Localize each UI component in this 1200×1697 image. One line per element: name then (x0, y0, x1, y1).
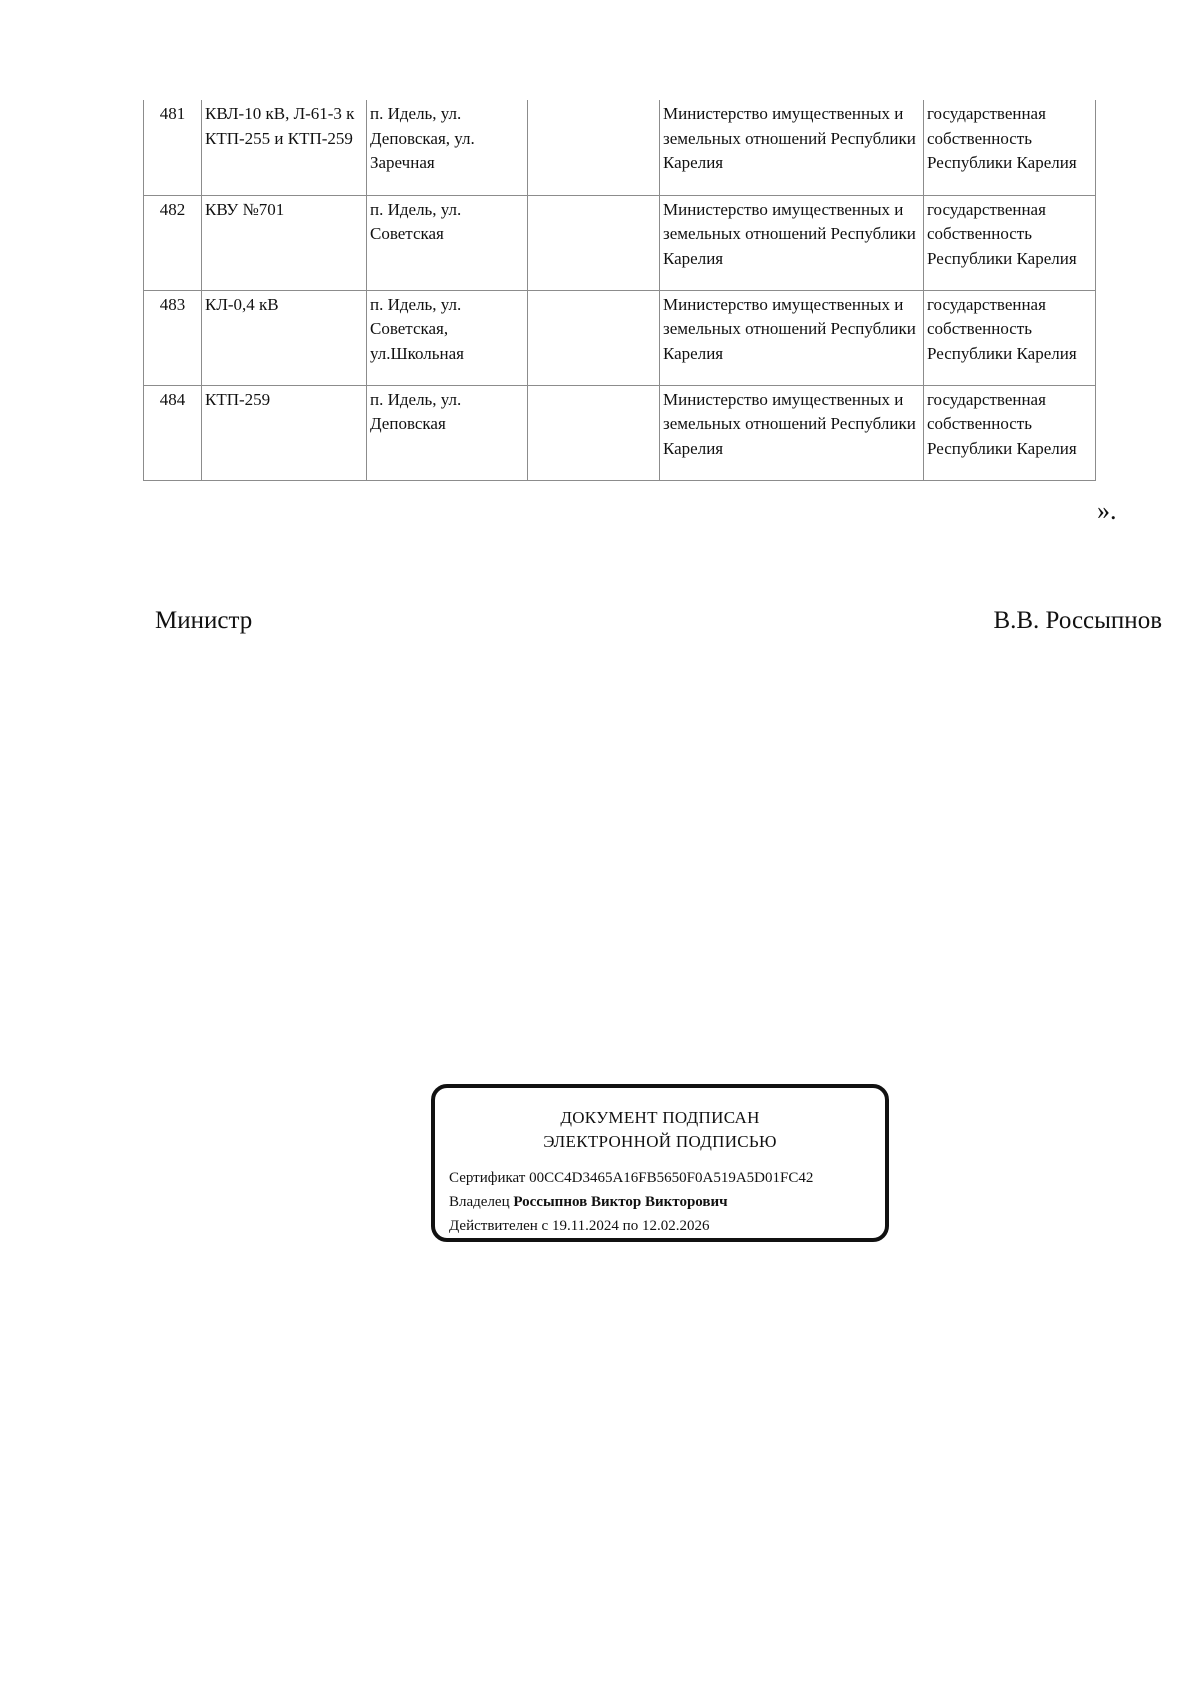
certificate-value: 00CC4D3465A16FB5650F0A519A5D01FC42 (529, 1170, 814, 1186)
valid-label: Действителен с (449, 1218, 549, 1234)
stamp-certificate-line (449, 1166, 813, 1190)
owner-value: Россыпнов Виктор Викторович (513, 1194, 728, 1210)
signatory-name: В.В. Россыпнов (993, 607, 1162, 634)
stamp-validity-line (449, 1214, 813, 1238)
stamp-title (435, 1106, 885, 1154)
table-row (144, 385, 1096, 480)
object-address: п. Идель, ул. Деповская (367, 385, 528, 480)
ownership-type: государственная собственность Республики Карелия (924, 385, 1096, 480)
stamp-details (449, 1166, 813, 1238)
valid-to-label: по (622, 1218, 639, 1234)
object-name: КВУ №701 (202, 195, 367, 290)
ownership-type: государственная собственность Республики Карелия (924, 290, 1096, 385)
registry-table (143, 100, 1096, 481)
ownership-type: государственная собственность Республики Карелия (924, 195, 1096, 290)
holder-organization: Министерство имущественных и земельных отношений Республики Карелия (660, 290, 924, 385)
stamp-title-line: ЭЛЕКТРОННОЙ ПОДПИСЬЮ (543, 1132, 777, 1151)
signature-block (155, 607, 1162, 635)
certificate-label: Сертификат (449, 1170, 526, 1186)
object-name: КТП-259 (202, 385, 367, 480)
object-address: п. Идель, ул. Советская (367, 195, 528, 290)
ownership-type: государственная собственность Республики Карелия (924, 100, 1096, 195)
object-address: п. Идель, ул. Деповская, ул. Заречная (367, 100, 528, 195)
empty-cell (528, 195, 660, 290)
table-row (144, 290, 1096, 385)
holder-organization: Министерство имущественных и земельных отношений Республики Карелия (660, 100, 924, 195)
row-number: 484 (144, 385, 202, 480)
valid-from: 19.11.2024 (551, 1218, 619, 1234)
holder-organization: Министерство имущественных и земельных отношений Республики Карелия (660, 385, 924, 480)
owner-label: Владелец (449, 1194, 510, 1210)
valid-to: 12.02.2026 (641, 1218, 710, 1234)
object-name: КЛ-0,4 кВ (202, 290, 367, 385)
stamp-owner-line (449, 1190, 813, 1214)
object-address: п. Идель, ул. Советская, ул.Школьная (367, 290, 528, 385)
row-number: 483 (144, 290, 202, 385)
empty-cell (528, 385, 660, 480)
stamp-title-line: ДОКУМЕНТ ПОДПИСАН (560, 1108, 760, 1127)
holder-organization: Министерство имущественных и земельных отношений Республики Карелия (660, 195, 924, 290)
empty-cell (528, 100, 660, 195)
object-name: КВЛ-10 кВ, Л-61-3 к КТП-255 и КТП-259 (202, 100, 367, 195)
row-number: 482 (144, 195, 202, 290)
table-row (144, 195, 1096, 290)
closing-quote: ». (1097, 496, 1117, 525)
electronic-signature-stamp (431, 1084, 889, 1242)
signatory-position: Министр (155, 607, 253, 634)
row-number: 481 (144, 100, 202, 195)
empty-cell (528, 290, 660, 385)
table-row (144, 100, 1096, 195)
